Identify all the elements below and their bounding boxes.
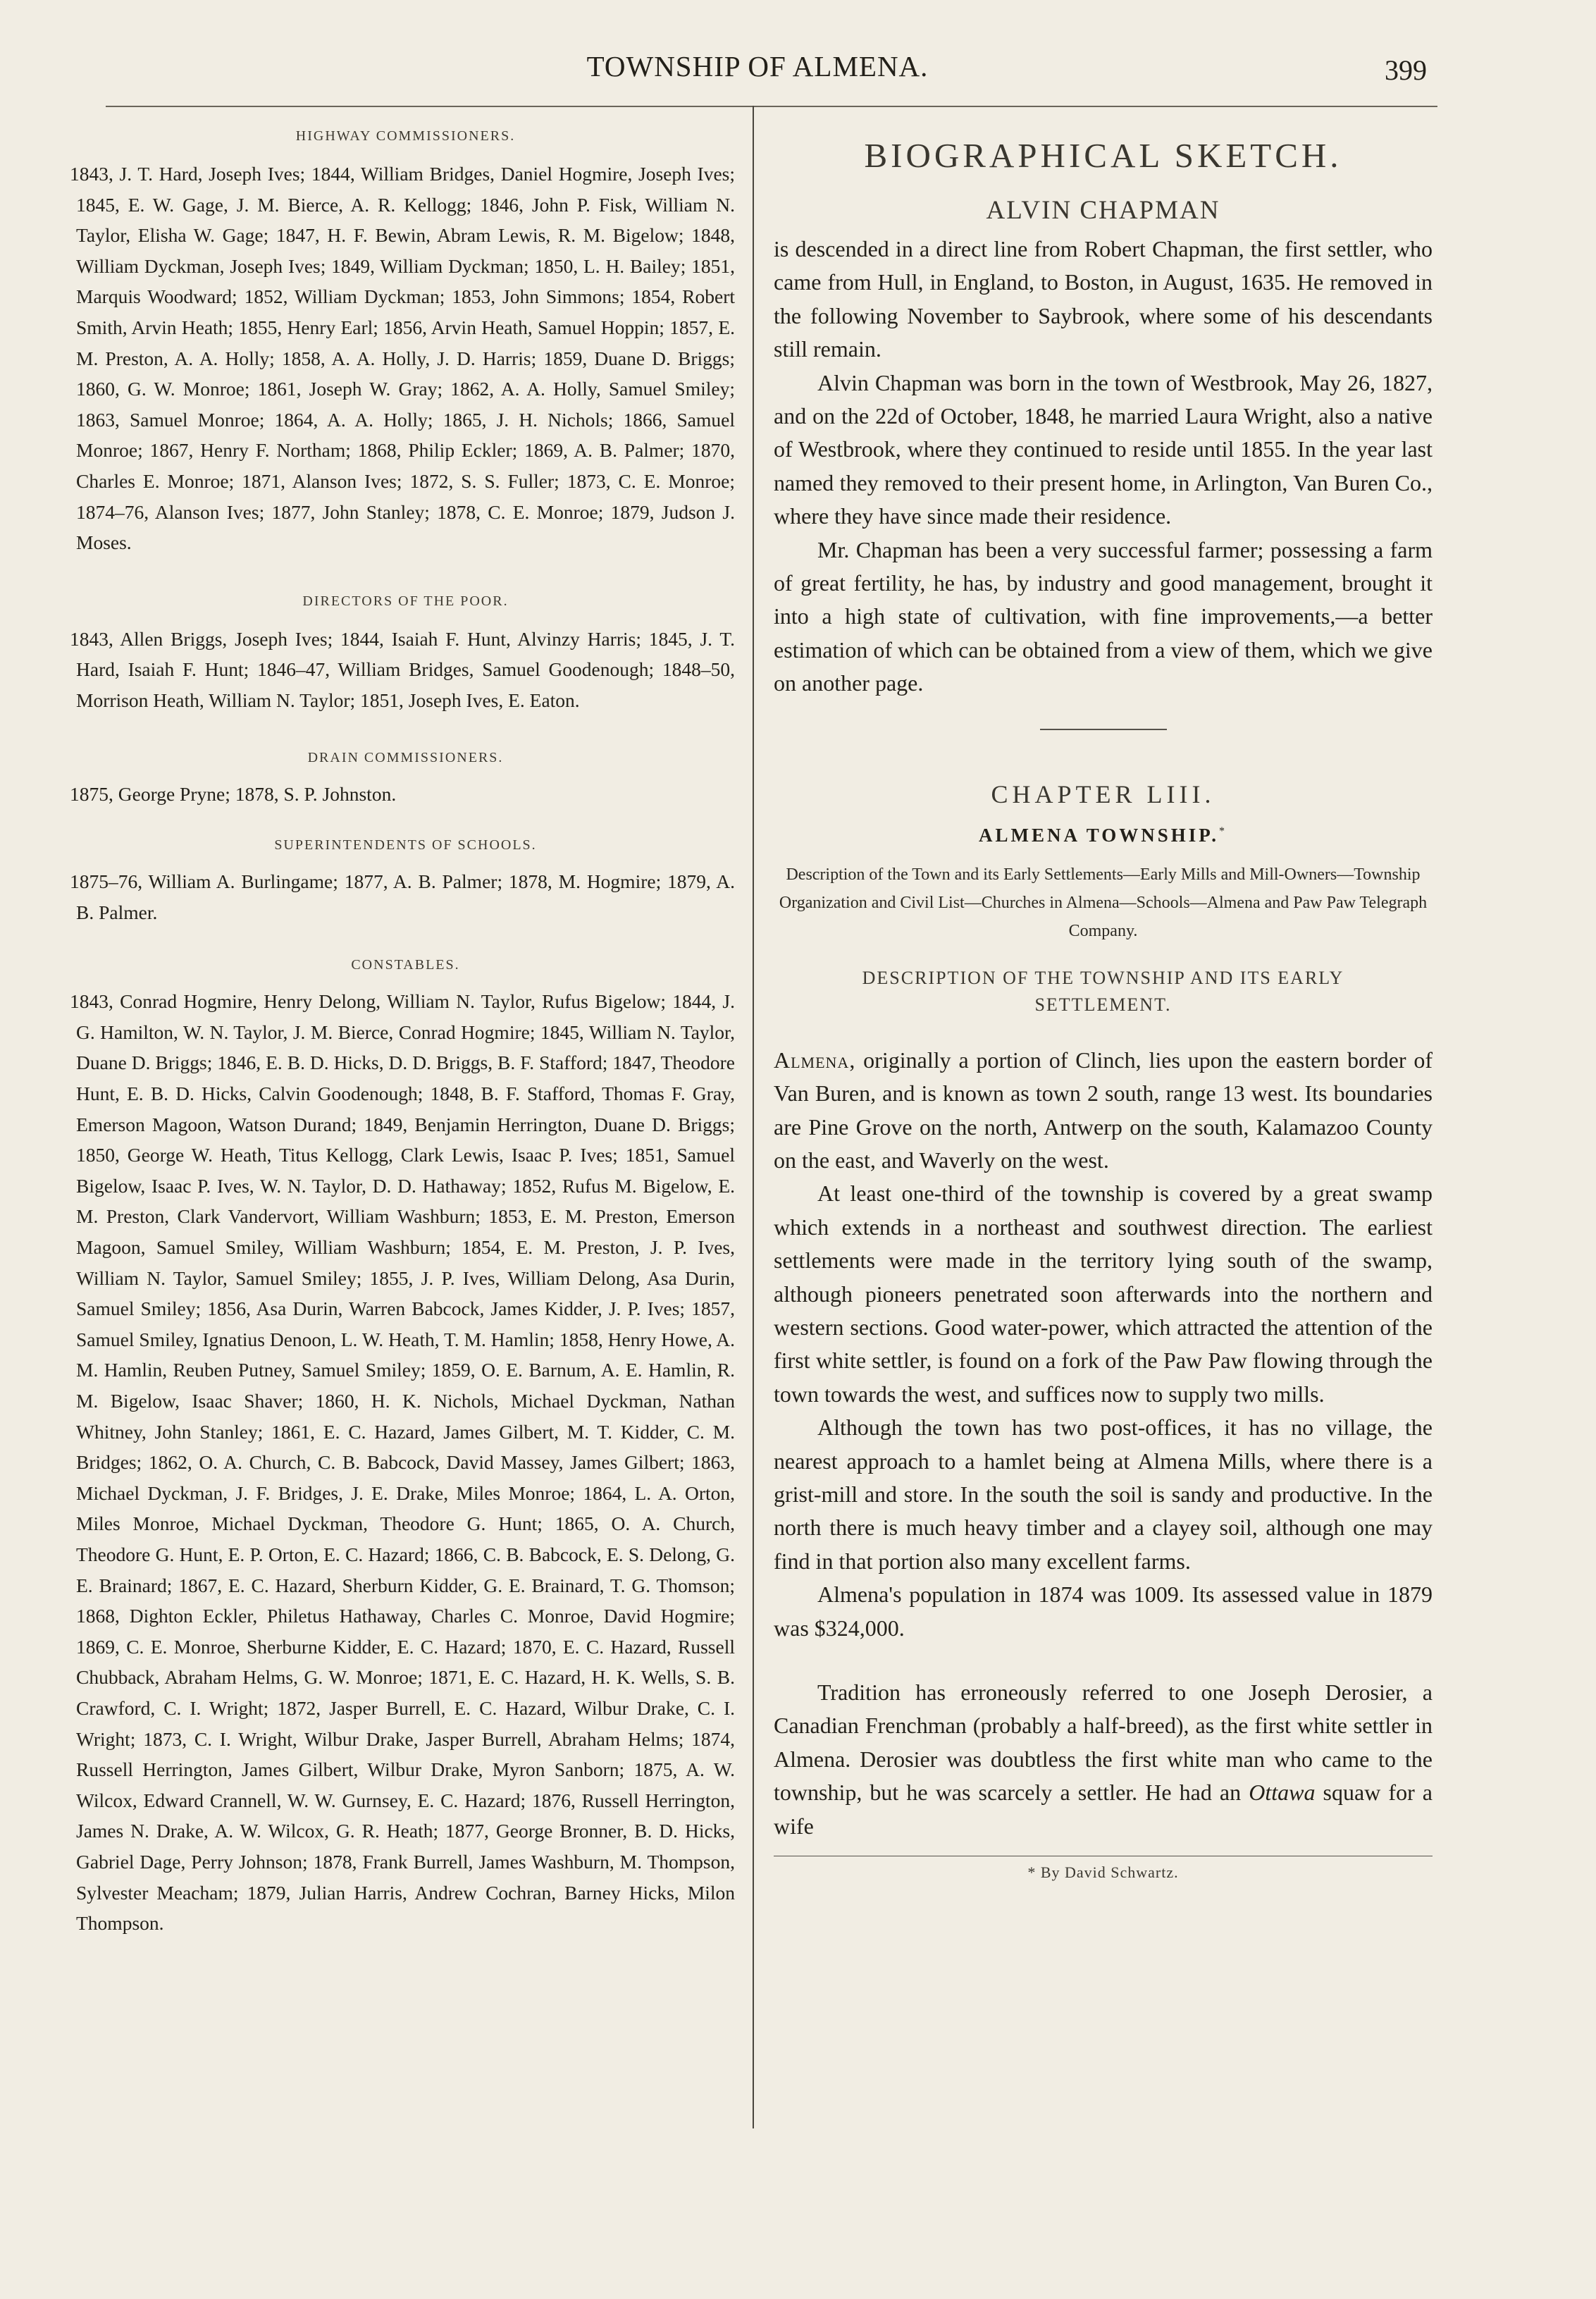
tradition-text: Tradition has erroneously referred to one Joseph Derosier, a Canadian Frenchman (probably a half-breed), as the first white settler in Almena. Derosier was doubtless the first white man who came to the township, but he was scarcely a settler. He had an — [774, 1679, 1433, 1806]
township-paragraph: Almena's population in 1874 was 1009. Its assessed value in 1879 was $324,000. — [774, 1582, 1433, 1641]
directors-of-poor-heading: DIRECTORS OF THE POOR. — [302, 593, 509, 609]
tradition-paragraph — [774, 1676, 1433, 1843]
drain-commissioners-list: 1875, George Pryne; 1878, S. P. Johnston. — [70, 782, 397, 805]
highway-commissioners-heading: HIGHWAY COMMISSIONERS. — [295, 128, 516, 144]
left-column — [70, 127, 735, 1939]
highway-commissioners-list: 1843, J. T. Hard, Joseph Ives; 1844, William Bridges, Daniel Hogmire, Joseph Ives; 1845, E. W. Gage, J. M. Bierce, A. R. Kellogg; 1846, John P. Fisk, William N. Taylor, Elisha W. Gage; 1847, H. F. Bewin, Abram Lewis, R. M. Bigelow; 1848, William Dyckman, Joseph Ives; 1849, William Dyckman; 1850, L. H. Bailey; 1851, Marquis Woodward; 1852, William Dyckman; 1853, John Simmons; 1854, Robert Smith, Arvin Heath; 1855, Henry Earl; 1856, Arvin Heath, Samuel Hoppin; 1857, E. M. Preston, A. A. Holly; 1858, A. A. Holly, J. D. Harris; 1859, Duane D. Briggs; 1860, G. W. Monroe; 1861, Joseph W. Gray; 1862, A. A. Holly, Samuel Smiley; 1863, Samuel Monroe; 1864, A. A. Holly; 1865, J. H. Nichols; 1866, Samuel Monroe; 1867, Henry F. Northam; 1868, Philip Eckler; 1869, A. B. Palmer; 1870, Charles E. Monroe; 1871, Alanson Ives; 1872, S. S. Fuller; 1873, C. E. Monroe; 1874–76, Alanson Ives; 1877, John Stanley; 1878, C. E. Monroe; 1879, Judson J. Moses. — [70, 163, 735, 554]
chapter-description: Description of the Town and its Early Settlements—Early Mills and Mill-Owners—Township Organization and Civil List—Churches in Almena—Schools—Almena and Paw Paw Telegraph Company. — [779, 865, 1428, 940]
column-divider — [753, 106, 754, 2128]
township-paragraph-text: originally a portion of Clinch, lies upon the eastern border of Van Buren, and is known as town 2 south, range 13 west. Its boundaries are Pine Grove on the north, Antwerp on the south, Kalamazoo County on the east, and Waverly on the west. — [774, 1047, 1433, 1173]
tradition-italic-word: Ottawa — [1249, 1780, 1316, 1806]
chapter-title: CHAPTER LIII. — [991, 779, 1215, 808]
township-title-text: ALMENA TOWNSHIP. — [978, 824, 1220, 846]
footnote-marker: * — [1219, 825, 1228, 837]
directors-of-poor-list: 1843, Allen Briggs, Joseph Ives; 1844, Isaiah F. Hunt, Alvinzy Harris; 1845, J. T. Hard, Isaiah F. Hunt; 1846–47, William Bridges, Samuel Goodenough; 1848–50, Morrison Heath, William N. Taylor; 1851, Joseph Ives, E. Eaton. — [70, 627, 735, 711]
biography-subject: ALVIN CHAPMAN — [986, 196, 1220, 225]
page-number: 399 — [1385, 54, 1427, 86]
township-paragraph: At least one-third of the township is covered by a great swamp which extends in a northeast and southwest direction. The earliest settlements were made in the territory lying south of the swamp, although pioneers penetrated soon afterwards into the northern and western sections. Good water-power, which attracted the attention of the first white settler, is found on a fork of the Paw Paw flowing through the town towards the west, and suffices now to supply two mills. — [774, 1181, 1433, 1407]
drain-commissioners-heading: DRAIN COMMISSIONERS. — [307, 749, 504, 765]
right-column — [774, 127, 1433, 1882]
biography-paragraph: Alvin Chapman was born in the town of Westbrook, May 26, 1827, and on the 22d of October, 1848, he married Laura Wright, also a native of Westbrook, where they continued to reside until 1855. In the year last named they removed to their present home, in Arlington, Van Buren Co., where they have since made their residence. — [774, 369, 1433, 529]
footnote: * By David Schwartz. — [1027, 1863, 1179, 1882]
running-head — [0, 44, 1596, 86]
page-header-title: TOWNSHIP OF ALMENA. — [586, 50, 929, 82]
township-paragraph: Although the town has two post-offices, it has no village, the nearest approach to a hamlet being at Almena Mills, where there is a grist-mill and store. In the south the soil is sandy and productive. In the north there is much heavy timber and a clayey soil, although one may find in that portion also many excellent farms. — [774, 1414, 1433, 1574]
township-paragraph — [774, 1044, 1433, 1178]
biography-paragraph: Mr. Chapman has been a very successful farmer; possessing a farm of great fertility, he has, by industry and good management, brought it into a high state of cultivation, with fine improvements,—a better estimation of which can be obtained from a view of them, which we give on another page. — [774, 536, 1433, 696]
township-title — [774, 825, 1433, 846]
description-section-heading: DESCRIPTION OF THE TOWNSHIP AND ITS EARLY SETTLEMENT. — [862, 967, 1344, 1015]
section-divider — [1040, 729, 1167, 730]
biographical-sketch-title: BIOGRAPHICAL SKETCH. — [864, 136, 1342, 175]
biography-paragraph: is descended in a direct line from Robert Chapman, the first settler, who came from Hull, in England, to Boston, in August, 1635. He removed in the following November to Saybrook, where some of his descendants still remain. — [774, 236, 1433, 362]
constables-heading: CONSTABLES. — [351, 957, 460, 973]
superintendents-of-schools-list: 1875–76, William A. Burlingame; 1877, A. B. Palmer; 1878, M. Hogmire; 1879, A. B. Palmer. — [70, 870, 735, 923]
tradition-text-end: squaw for a wife — [774, 1780, 1433, 1839]
superintendents-of-schools-heading: SUPERINTENDENTS OF SCHOOLS. — [274, 837, 537, 853]
header-rule — [106, 106, 1437, 107]
constables-list: 1843, Conrad Hogmire, Henry Delong, William N. Taylor, Rufus Bigelow; 1844, J. G. Hamilton, W. N. Taylor, J. M. Bierce, Conrad Hogmire; 1845, William N. Taylor, Duane D. Briggs; 1846, E. B. D. Hicks, D. D. Briggs, B. F. Stafford; 1847, Theodore Hunt, E. B. D. Hicks, Calvin Goodenough; 1848, B. F. Stafford, Thomas F. Gray, Emerson Magoon, Watson Durand; 1849, Benjamin Herrington, Duane D. Briggs; 1850, George W. Heath, Titus Kellogg, Clark Lewis, Isaac P. Ives; 1851, Samuel Bigelow, Isaac P. Ives, W. N. Taylor, D. D. Hathaway; 1852, Rufus M. Bigelow, E. M. Preston, Clark Vandervort, William Washburn; 1853, E. M. Preston, Emerson Magoon, Samuel Smiley, William Washburn; 1854, E. M. Preston, J. P. Ives, William N. Taylor, Samuel Smiley; 1855, J. P. Ives, William Delong, Asa Durin, Samuel Smiley; 1856, Asa Durin, Warren Babcock, James Kidder, J. P. Ives; 1857, Samuel Smiley, Ignatius Denoon, L. W. Heath, T. M. Hamlin; 1858, Henry Howe, A. M. Hamlin, Reuben Putney, Samuel Smiley; 1859, O. E. Barnum, A. E. Hamlin, R. M. Bigelow, Isaac Shaver; 1860, H. K. Nichols, Michael Dyckman, Nathan Whitney, John Stanley; 1861, E. C. Hazard, James Gilbert, M. T. Kidder, C. M. Bridges; 1862, O. A. Church, C. B. Babcock, David Massey, James Gilbert; 1863, Michael Dyckman, J. F. Bridges, J. E. Drake, Miles Monroe; 1864, L. A. Orton, Miles Monroe, Michael Dyckman, Theodore G. Hunt; 1865, O. A. Church, Theodore G. Hunt, E. P. Orton, E. C. Hazard; 1866, C. B. Babcock, E. S. Delong, G. E. Brainard; 1867, E. C. Hazard, Sherburn Kidder, G. E. Brainard, T. G. Thomson; 1868, Dighton Eckler, Philetus Hathaway, Charles C. Monroe, David Hogmire; 1869, C. E. Monroe, Sherburne Kidder, E. C. Hazard; 1870, E. C. Hazard, Russell Chubback, Abraham Helms, G. W. Monroe; 1871, E. C. Hazard, H. K. Wells, S. B. Crawford, C. I. Wright; 1872, Jasper Burrell, E. C. Hazard, Wilbur Drake, C. I. Wright; 1873, C. I. Wright, Wilbur Drake, Jasper Burrell, Abraham Helms; 1874, Russell Herrington, James Gilbert, Wilbur Drake, Myron Sanborn; 1875, A. W. Wilcox, Edward Crannell, W. W. Gurnsey, E. C. Hazard; 1876, Russell Herrington, James N. Drake, A. W. Wilcox, G. R. Heath; 1877, George Bronner, B. D. Hicks, Gabriel Dage, Perry Johnson; 1878, Frank Burrell, James Washburn, M. Thompson, Sylvester Meacham; 1879, Julian Harris, Andrew Cochran, Barney Hicks, Milon Thompson. — [70, 990, 735, 1935]
lead-word: Almena, — [774, 1047, 856, 1073]
